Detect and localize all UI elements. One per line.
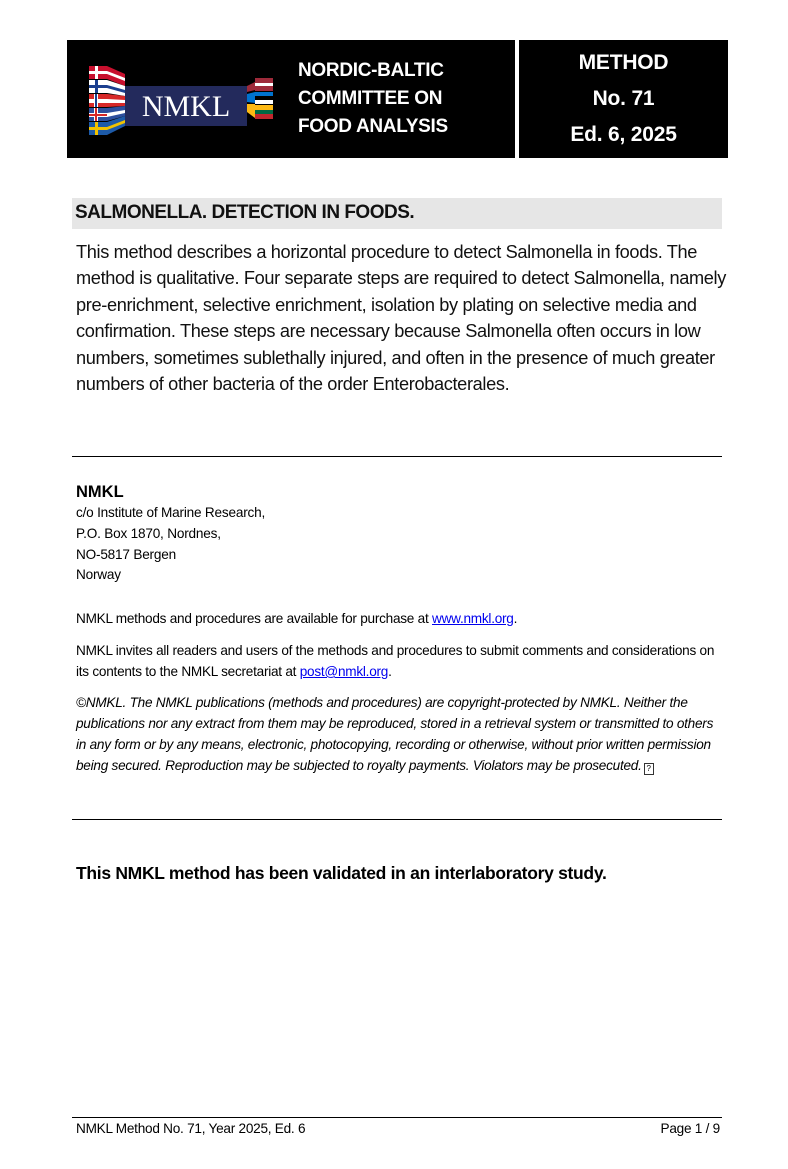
- intro-paragraph: This method describes a horizontal procedure to detect Salmonella in foods. The method is qualitative. Four separate steps are required to detect Salmonella, namely pre-enrichment, selective enrichment, isolation by plating on selective media and confirmation. These steps are necessary because Salmonella often occurs in low numbers, sometimes sublethally injured, and often in the presence of much greater numbers of other bacteria of the order Enterobacterales.: [76, 242, 726, 395]
- org-name-line: FOOD ANALYSIS: [298, 116, 448, 137]
- punctuation: .: [388, 664, 392, 679]
- org-name-line: NORDIC-BALTIC: [298, 60, 444, 81]
- purchase-paragraph: [76, 608, 726, 629]
- address-line: P.O. Box 1870, Nordnes,: [76, 525, 221, 541]
- header-brand-box: [67, 40, 515, 158]
- document-title: SALMONELLA. DETECTION IN FOODS.: [75, 202, 415, 223]
- baltic-flags-icon: [247, 78, 273, 119]
- divider: [72, 819, 722, 820]
- comments-paragraph: [76, 640, 726, 682]
- punctuation: .: [513, 611, 518, 626]
- comments-text: NMKL invites all readers and users of the methods and procedures to submit comments and considerations on its contents to the NMKL secretariat at: [76, 643, 715, 679]
- email-link[interactable]: post@nmkl.org: [299, 664, 389, 679]
- organization-title: NMKL: [76, 483, 124, 501]
- method-info-box: [519, 40, 728, 158]
- copyright-text: ©NMKL. The NMKL publications (methods and procedures) are copyright-protected by NMKL. Neither the publications nor any extract from them may be reproduced, stored in a retrieval system or transmitted to others in any form or by any means, electronic, photocopying, recording or otherwise, without prior written permission being secured. Reproduction may be subjected to royalty payments. Violators may be prosecuted.: [76, 695, 714, 773]
- logo-text: NMKL: [141, 90, 231, 123]
- method-number: No. 71: [592, 87, 655, 110]
- document-title-bar: [72, 198, 722, 229]
- nmkl-logo: [89, 66, 273, 136]
- divider: [72, 456, 722, 457]
- method-label: METHOD: [578, 51, 669, 74]
- address-line: Norway: [76, 567, 121, 583]
- missing-glyph-icon: ?: [644, 763, 654, 775]
- nordic-flags-icon: [89, 66, 125, 135]
- validation-note: This NMKL method has been validated in an interlaboratory study.: [76, 863, 607, 883]
- organization-name: [298, 57, 448, 141]
- footer-page-number: Page 1 / 9: [660, 1121, 720, 1136]
- website-link[interactable]: www.nmkl.org: [432, 611, 514, 626]
- org-name-line: COMMITTEE ON: [298, 88, 443, 109]
- footer-divider: [72, 1117, 722, 1118]
- organization-address-block: [76, 481, 265, 586]
- footer-method-reference: NMKL Method No. 71, Year 2025, Ed. 6: [76, 1121, 306, 1136]
- copyright-paragraph: [76, 692, 726, 776]
- purchase-text: NMKL methods and procedures are available for purchase at: [76, 611, 433, 626]
- method-edition: Ed. 6, 2025: [570, 123, 677, 146]
- address-line: NO-5817 Bergen: [76, 546, 176, 562]
- address-line: c/o Institute of Marine Research,: [76, 505, 266, 520]
